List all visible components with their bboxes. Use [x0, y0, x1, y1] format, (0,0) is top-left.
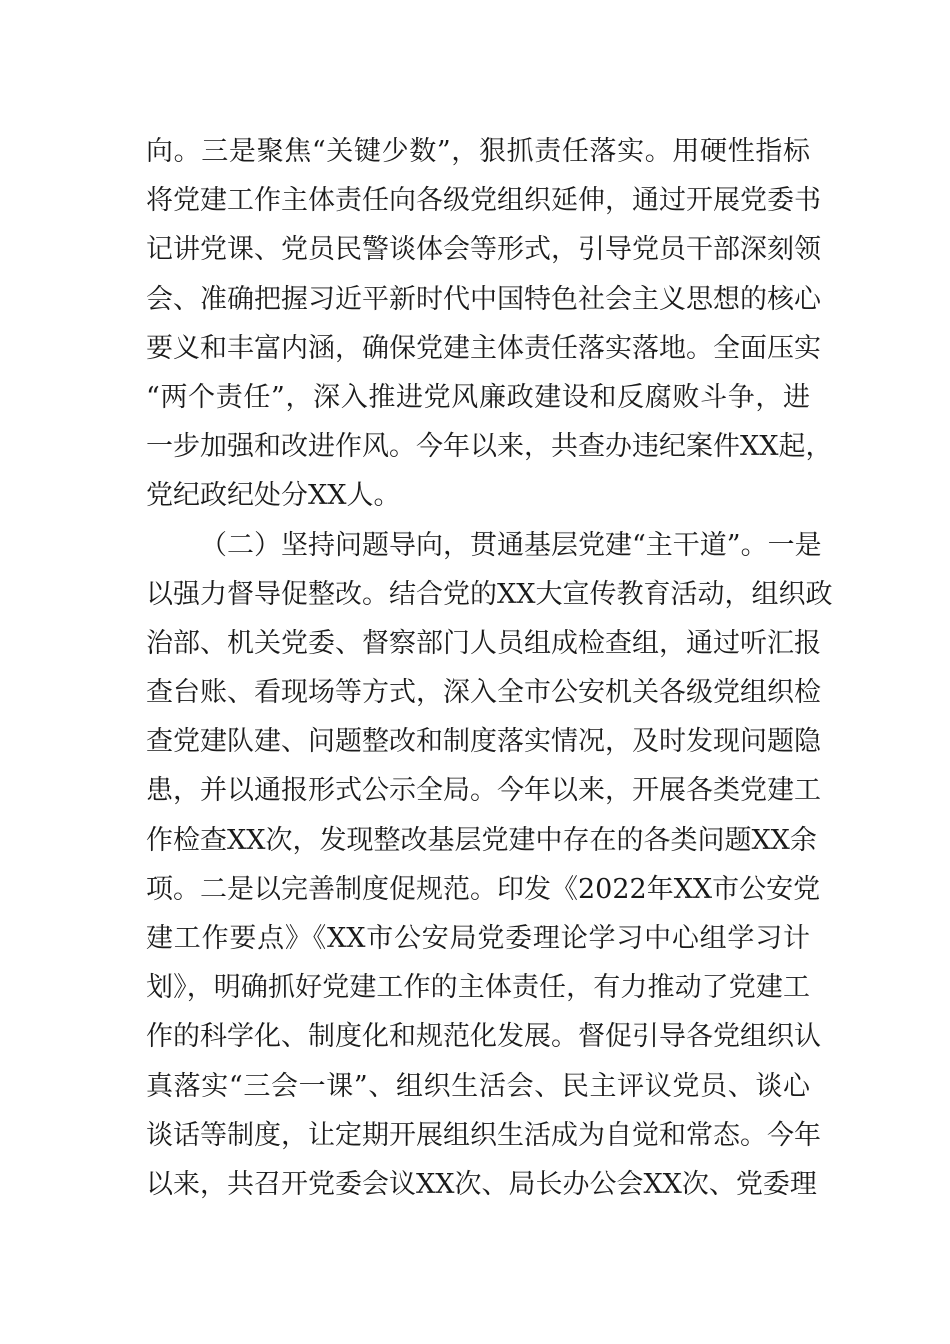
text-line: 要义和丰富内涵，确保党建主体责任落实落地。全面压实 [146, 332, 821, 364]
text-line: 会、准确把握习近平新时代中国特色社会主义思想的核心 [146, 283, 821, 315]
text-line: 作的科学化、制度化和规范化发展。督促引导各党组织认 [146, 1021, 821, 1053]
paragraph-responsibility [146, 127, 833, 521]
text-line: “两个责任”，深入推进党风廉政建设和反腐败斗争，进 [146, 381, 810, 413]
body-text [146, 127, 833, 1209]
text-line: 治部、机关党委、督察部门人员组成检查组，通过听汇报 [146, 627, 821, 659]
text-line: 查党建队建、问题整改和制度落实情况，及时发现问题隐 [146, 726, 821, 758]
text-line: 将党建工作主体责任向各级党组织延伸，通过开展党委书 [146, 185, 821, 217]
text-line: 谈话等制度，让定期开展组织生活成为自觉和常态。今年 [146, 1119, 821, 1151]
text-line: 向。三是聚焦“关键少数”，狠抓责任落实。用硬性指标 [146, 136, 810, 167]
text-line: 记讲党课、党员民警谈体会等形式，引导党员干部深刻领 [146, 234, 821, 266]
text-line: 一步加强和改进作风。今年以来，共查办违纪案件XX起， [146, 431, 833, 463]
text-line: 真落实“三会一课”、组织生活会、民主评议党员、谈心 [146, 1070, 810, 1102]
text-line: 党纪政纪处分XX人。 [146, 480, 401, 512]
text-line: 以强力督导促整改。结合党的XX大宣传教育活动，组织政 [146, 578, 833, 610]
section-heading-line: （二）坚持问题导向，贯通基层党建“主干道”。一是 [200, 529, 822, 561]
text-line: 项。二是以完善制度促规范。印发《2022年XX市公安党 [146, 873, 821, 905]
text-line: 作检查XX次，发现整改基层党建中存在的各类问题XX余 [146, 824, 817, 856]
text-line: 查台账、看现场等方式，深入全市公安机关各级党组织检 [146, 677, 821, 709]
text-line: 划》，明确抓好党建工作的主体责任，有力推动了党建工 [146, 972, 810, 1004]
paragraph-problem-orientation [146, 521, 833, 1210]
text-line: 以来，共召开党委会议XX次、局长办公会XX次、党委理 [146, 1168, 817, 1200]
text-line: 患，并以通报形式公示全局。今年以来，开展各类党建工 [146, 775, 821, 807]
text-line: 建工作要点》《XX市公安局党委理论学习中心组学习计 [146, 923, 810, 954]
